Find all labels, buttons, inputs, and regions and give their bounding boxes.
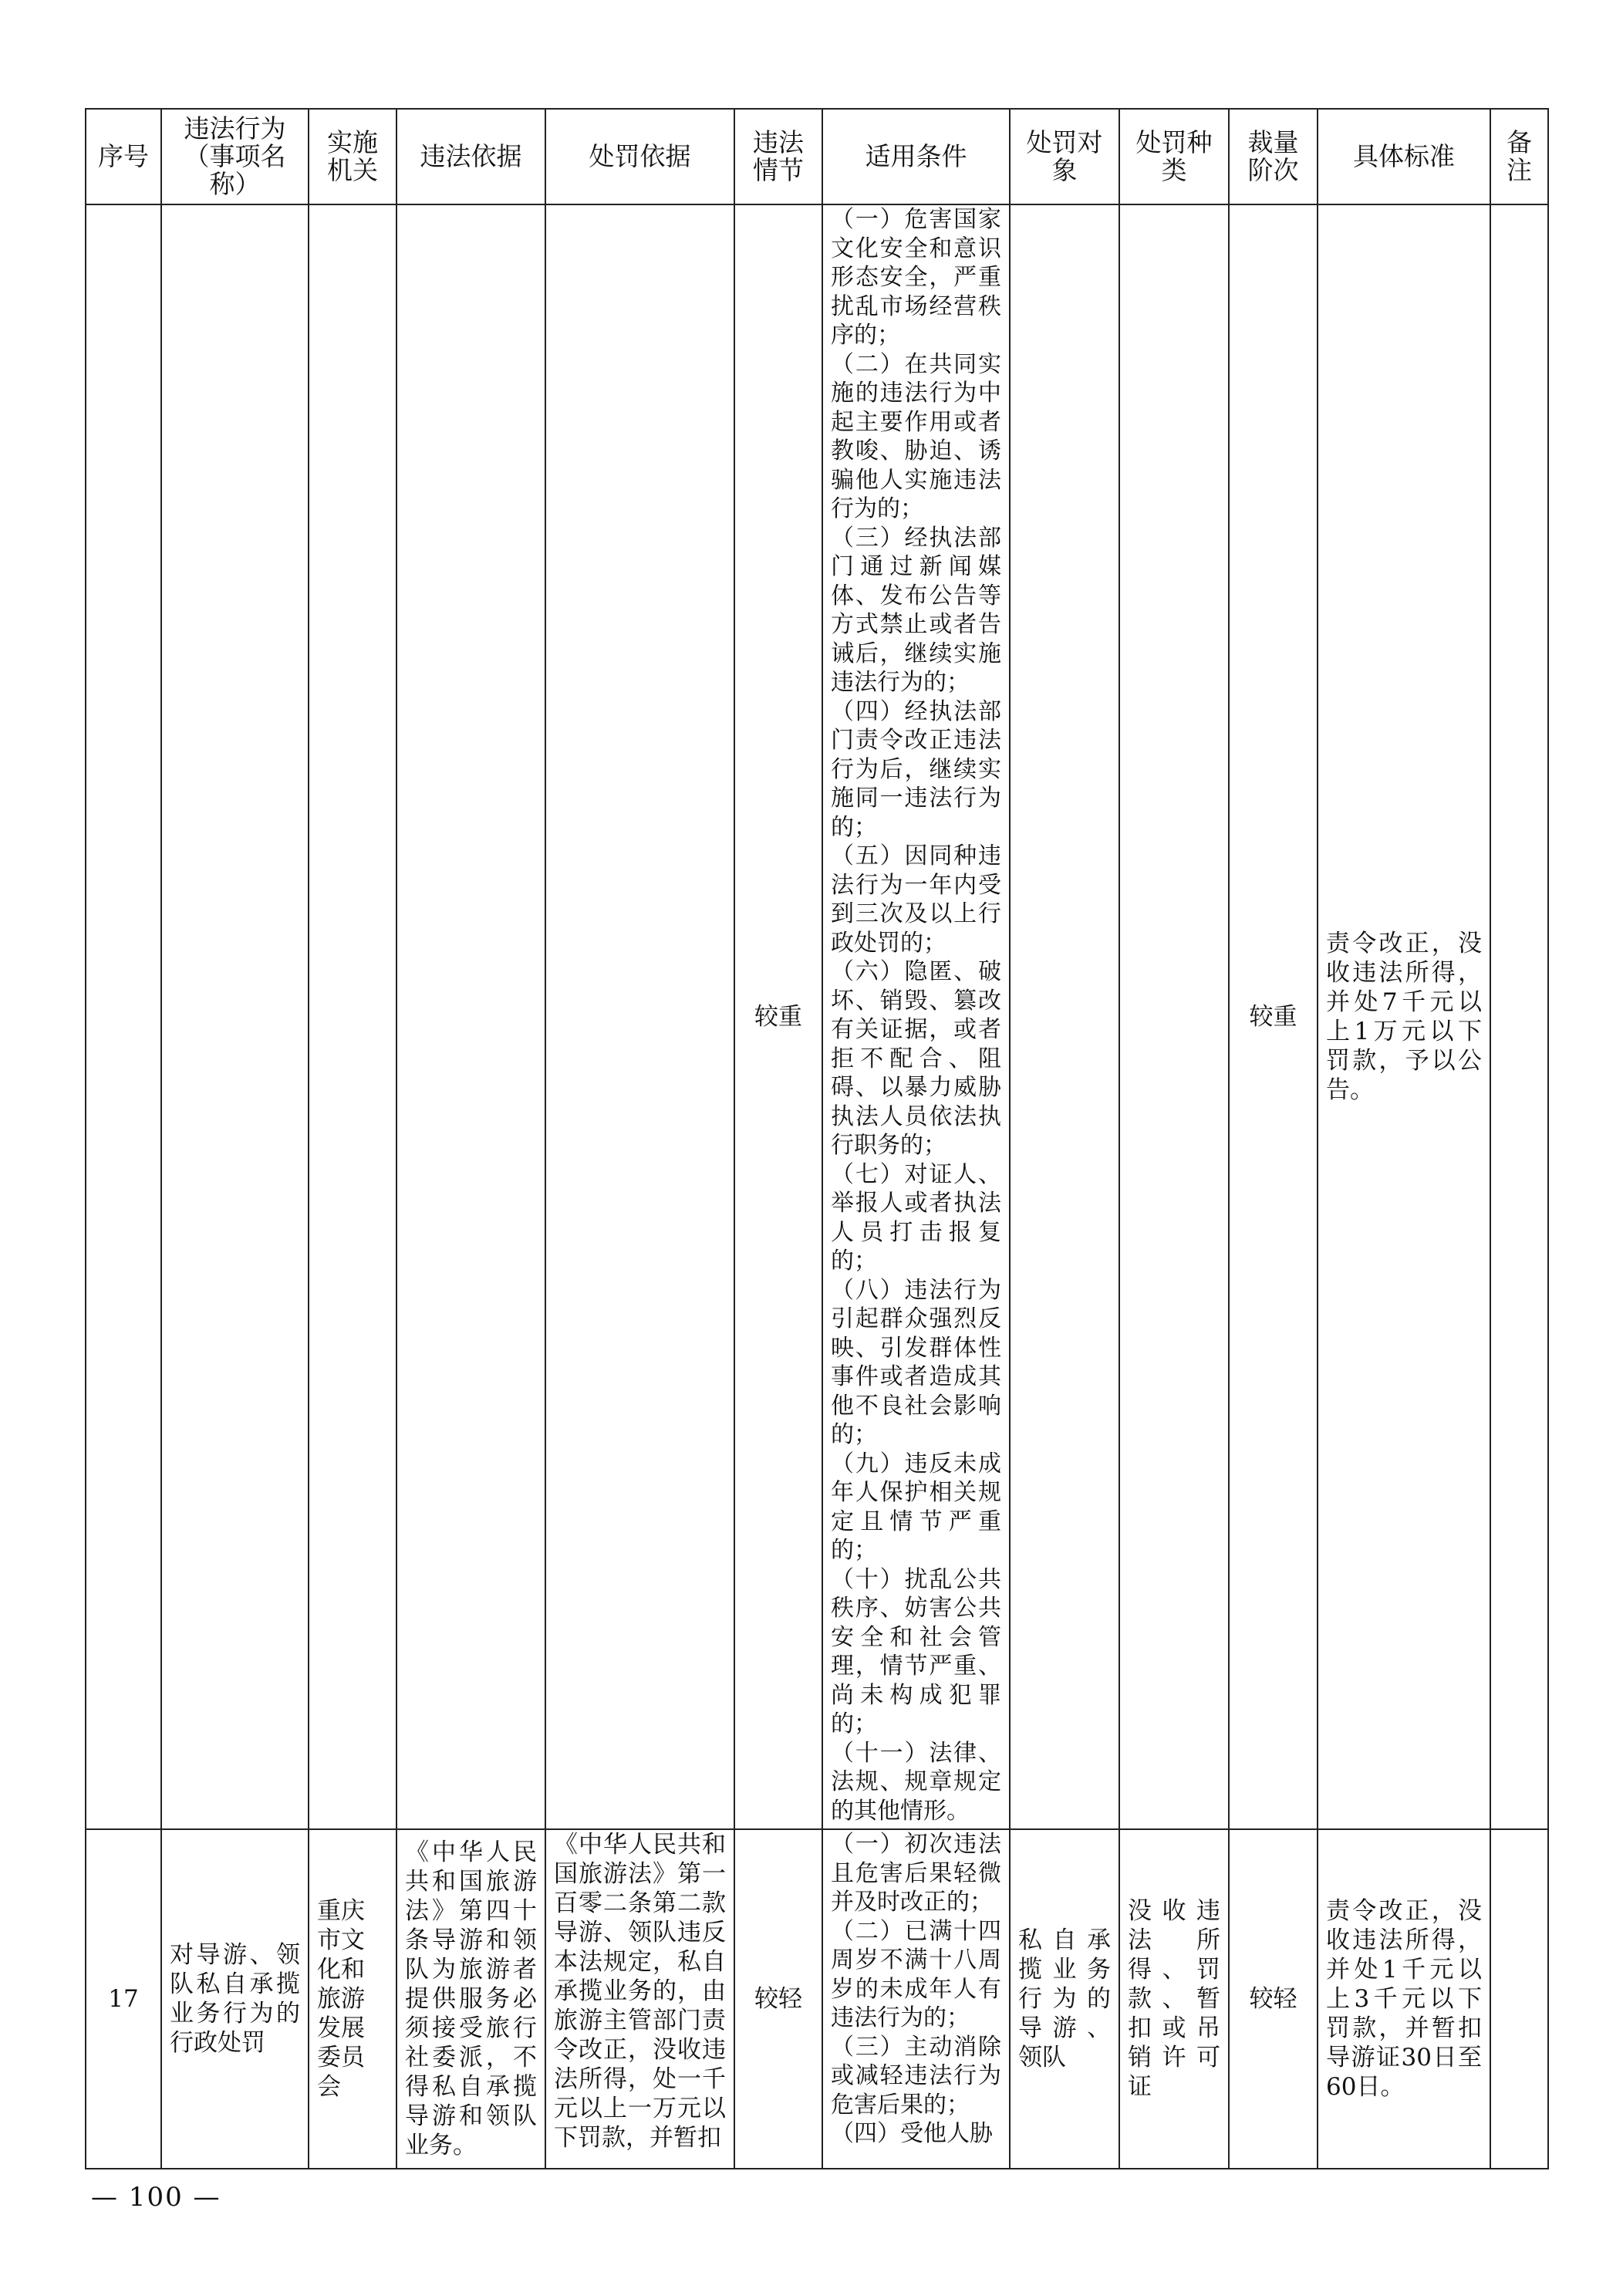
table-row-17 (86, 1829, 1548, 2169)
cell-penalty-basis: 《中华人民共和国旅游法》第一百零二条第二款导游、领队违反本法规定，私自承揽业务的，由旅游主管部门责令改正，没收违法所得，处一千元以上一万元以下罚款，并暂扣 (545, 1829, 734, 2169)
condition-item: （三）经执法部门通过新闻媒体、发布公告等方式禁止或者告诫后，继续实施违法行为的； (831, 524, 1001, 696)
table-row-continued (86, 204, 1548, 1829)
header-agency: 实施机关 (309, 109, 396, 204)
header-conditions: 适用条件 (822, 109, 1010, 204)
header-penalty-basis: 处罚依据 (545, 109, 734, 204)
penalty-standard-table (85, 108, 1549, 2169)
header-standard: 具体标准 (1318, 109, 1490, 204)
cell-circumstance: 较重 (734, 204, 822, 1829)
cell-agency (309, 204, 396, 1829)
condition-item: （九）违反未成年人保护相关规定且情节严重的； (831, 1450, 1001, 1564)
condition-item: （一）危害国家文化安全和意识形态安全，严重扰乱市场经营秩序的； (831, 206, 1001, 349)
cell-violation-basis: 《中华人民共和国旅游法》第四十条导游和领队为旅游者提供服务必须接受旅行社委派，不得私自承揽导游和领队业务。 (396, 1829, 545, 2169)
header-level: 裁量阶次 (1229, 109, 1318, 204)
cell-level: 较轻 (1229, 1829, 1318, 2169)
cell-item (161, 204, 309, 1829)
header-target: 处罚对象 (1010, 109, 1119, 204)
cell-conditions (822, 204, 1010, 1829)
condition-item: （十一）法律、法规、规章规定的其他情形。 (831, 1739, 1001, 1825)
header-violation-basis: 违法依据 (396, 109, 545, 204)
header-seq: 序号 (86, 109, 161, 204)
cell-target (1010, 204, 1119, 1829)
cell-circumstance: 较轻 (734, 1829, 822, 2169)
condition-item: （六）隐匿、破坏、销毁、篡改有关证据，或者拒不配合、阻碍、以暴力威胁执法人员依法执行职务的； (831, 958, 1001, 1159)
cell-target: 私自承揽业务行为的导游、领队 (1010, 1829, 1119, 2169)
cell-remark (1490, 204, 1548, 1829)
condition-item: （七）对证人、举报人或者执法人员打击报复的； (831, 1160, 1001, 1275)
cell-seq (86, 204, 161, 1829)
cell-item: 对导游、领队私自承揽业务行为的行政处罚 (161, 1829, 309, 2169)
table-header-row (86, 109, 1548, 204)
condition-item: （四）经执法部门责令改正违法行为后，继续实施同一违法行为的； (831, 697, 1001, 841)
cell-conditions (822, 1829, 1010, 2169)
header-penalty-type: 处罚种类 (1119, 109, 1229, 204)
cell-violation-basis (396, 204, 545, 1829)
cell-agency: 重庆市文化和旅游发展委员会 (309, 1829, 396, 2169)
cell-penalty-type (1119, 204, 1229, 1829)
cell-seq: 17 (86, 1829, 161, 2169)
header-circumstance: 违法情节 (734, 109, 822, 204)
condition-item: （二）已满十四周岁不满十八周岁的未成年人有违法行为的； (831, 1917, 1001, 2031)
page-number: — 100 — (91, 2182, 221, 2213)
condition-item: （八）违法行为引起群众强烈反映、引发群体性事件或者造成其他不良社会影响的； (831, 1276, 1001, 1448)
condition-item: （五）因同种违法行为一年内受到三次及以上行政处罚的； (831, 842, 1001, 957)
condition-item: （二）在共同实施的违法行为中起主要作用或者教唆、胁迫、诱骗他人实施违法行为的； (831, 350, 1001, 522)
header-item: 违法行为（事项名称） (161, 109, 309, 204)
cell-level: 较重 (1229, 204, 1318, 1829)
condition-item: （三）主动消除或减轻违法行为危害后果的； (831, 2033, 1001, 2119)
condition-item: （四）受他人胁 (831, 2120, 993, 2147)
condition-item: （一）初次违法且危害后果轻微并及时改正的； (831, 1831, 1001, 1916)
cell-standard: 责令改正，没收违法所得，并处7千元以上1万元以下罚款，予以公告。 (1318, 204, 1490, 1829)
cell-remark (1490, 1829, 1548, 2169)
cell-standard: 责令改正，没收违法所得，并处1千元以上3千元以下罚款，并暂扣导游证30日至60日。 (1318, 1829, 1490, 2169)
cell-penalty-type: 没收违法所得、罚款、暂扣或吊销许可证 (1119, 1829, 1229, 2169)
cell-penalty-basis (545, 204, 734, 1829)
condition-item: （十）扰乱公共秩序、妨害公共安全和社会管理，情节严重、尚未构成犯罪的； (831, 1565, 1001, 1737)
header-remark: 备注 (1490, 109, 1548, 204)
